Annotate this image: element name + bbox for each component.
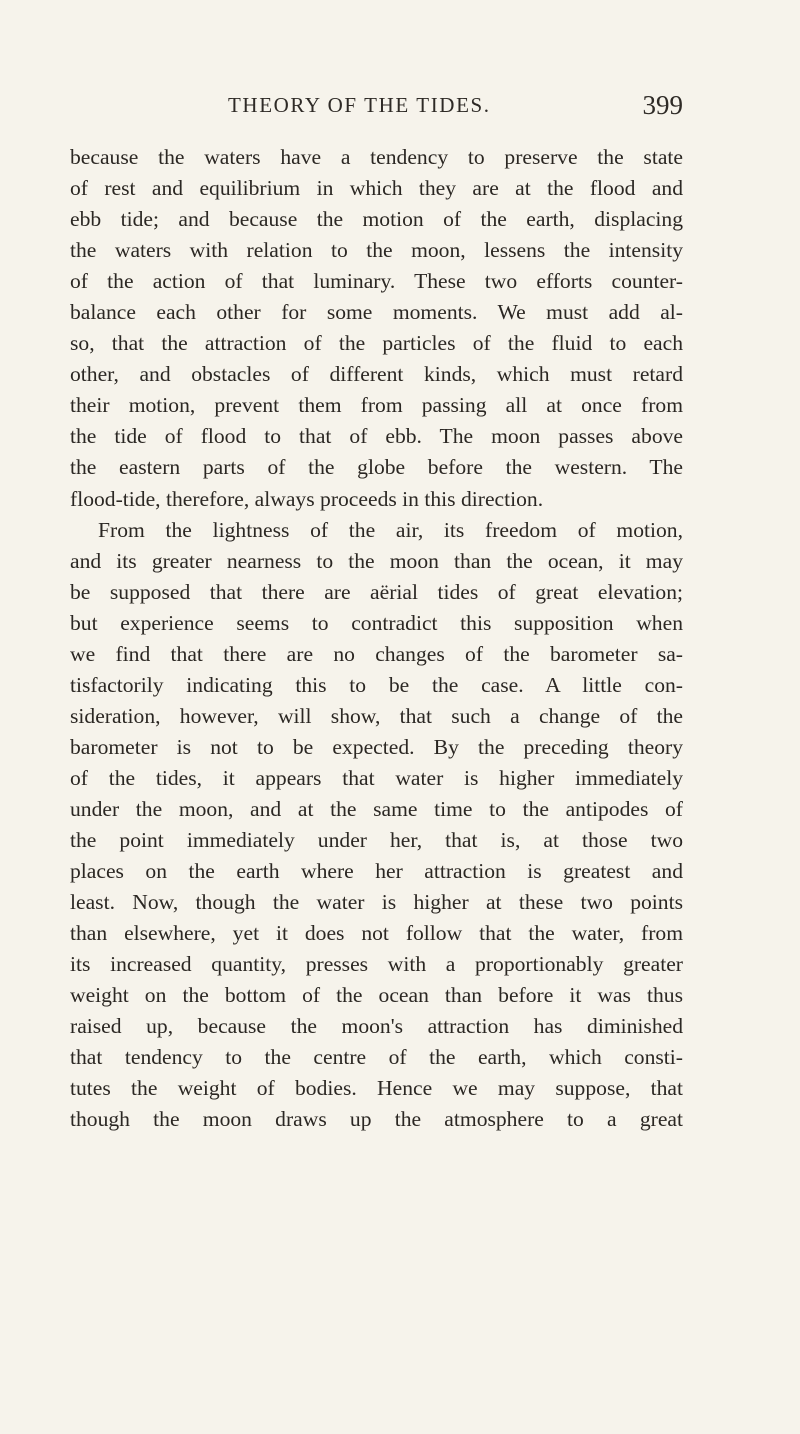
text-line: so, that the attraction of the particles of the fluid to each xyxy=(70,331,683,356)
text-line: raised up, because the moon's attraction has diminished xyxy=(70,1014,683,1039)
text-line: their motion, prevent them from passing all at once from xyxy=(70,393,683,418)
text-line: ebb tide; and because the motion of the earth, displacing xyxy=(70,207,683,232)
text-line: though the moon draws up the atmosphere to a great xyxy=(70,1107,683,1132)
paragraph-start-line: From the lightness of the air, its freedom of motion, xyxy=(98,517,683,542)
text-line: barometer is not to be expected. By the preceding theory xyxy=(70,734,683,759)
text-line: and its greater nearness to the moon than the ocean, it may xyxy=(70,548,683,573)
text-line: tisfactorily indicating this to be the case. A little con- xyxy=(70,672,683,697)
page-number: 399 xyxy=(642,90,683,120)
text-line: the tide of flood to that of ebb. The moon passes above xyxy=(70,424,683,449)
text-line: tutes the weight of bodies. Hence we may suppose, that xyxy=(70,1076,683,1101)
text-line: other, and obstacles of different kinds, which must retard xyxy=(70,362,683,387)
text-line: sideration, however, will show, that such a change of the xyxy=(70,703,683,728)
text-line: but experience seems to contradict this supposition when xyxy=(70,610,683,635)
text-line: its increased quantity, presses with a proportionably greater xyxy=(70,952,683,977)
text-line: the point immediately under her, that is, at those two xyxy=(70,828,683,853)
text-line: because the waters have a tendency to preserve the state xyxy=(70,145,683,169)
text-line: we find that there are no changes of the barometer sa- xyxy=(70,641,683,666)
text-line: weight on the bottom of the ocean than before it was thus xyxy=(70,983,683,1008)
text-line: balance each other for some moments. We must add al- xyxy=(70,300,683,325)
text-line: of the action of that luminary. These two efforts counter- xyxy=(70,269,683,294)
body-text xyxy=(70,142,683,1136)
running-title: THEORY OF THE TIDES. xyxy=(228,93,491,117)
text-line: the waters with relation to the moon, lessens the intensity xyxy=(70,238,683,263)
text-line: least. Now, though the water is higher at these two points xyxy=(70,890,683,915)
running-head xyxy=(70,90,683,123)
text-line: places on the earth where her attraction is greatest and xyxy=(70,859,683,884)
text-line: the eastern parts of the globe before the western. The xyxy=(70,455,683,480)
text-line: under the moon, and at the same time to the antipodes of xyxy=(70,796,683,821)
paragraph-end-line: flood-tide, therefore, always proceeds in this direction. xyxy=(70,486,544,511)
text-line: be supposed that there are aërial tides of great elevation; xyxy=(70,579,683,604)
text-line: of the tides, it appears that water is higher immediately xyxy=(70,765,683,790)
text-line: of rest and equilibrium in which they are at the flood and xyxy=(70,176,683,201)
text-line: than elsewhere, yet it does not follow that the water, from xyxy=(70,921,683,946)
text-line: that tendency to the centre of the earth, which consti- xyxy=(70,1045,683,1070)
